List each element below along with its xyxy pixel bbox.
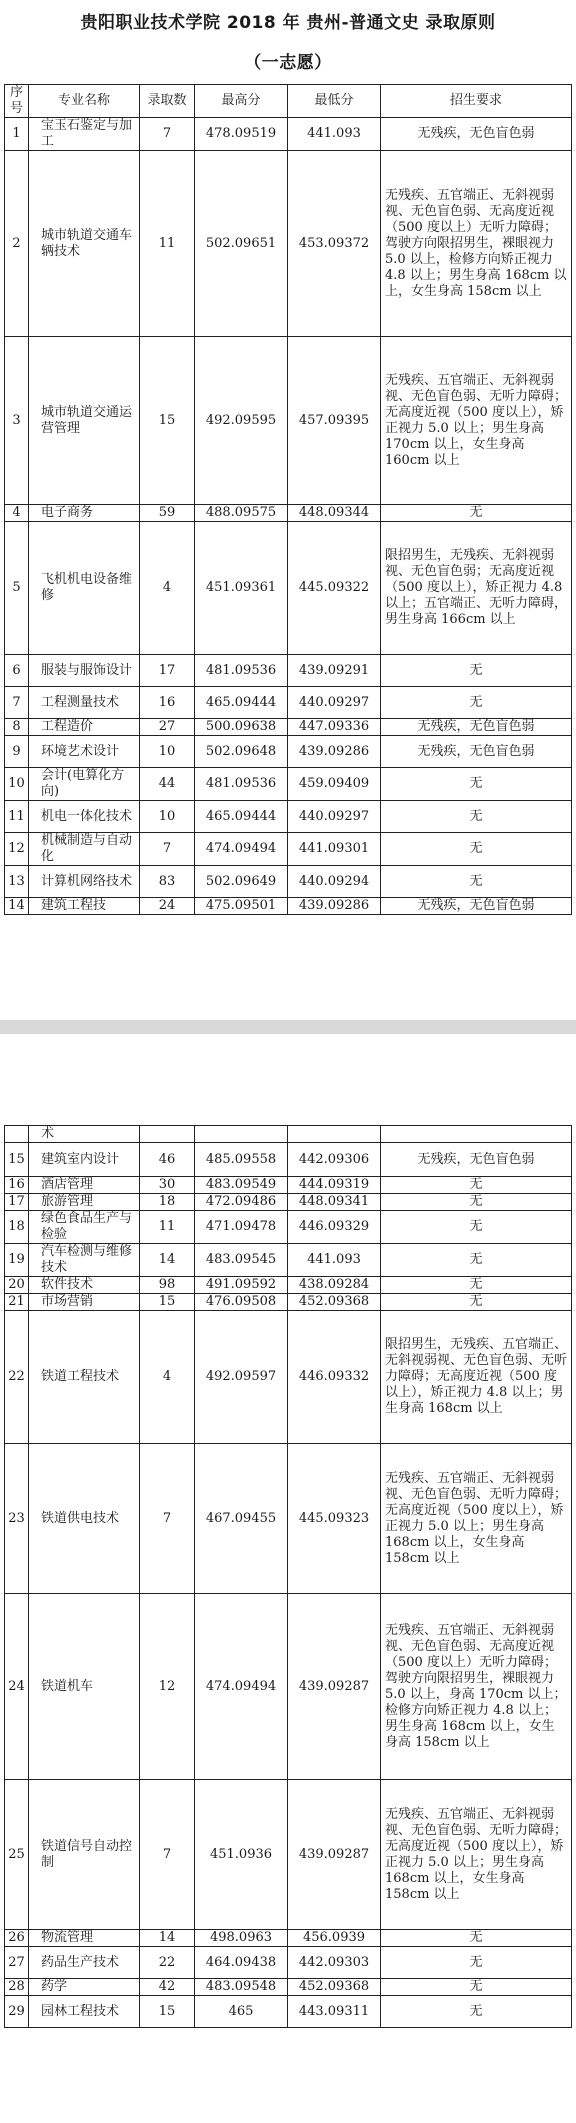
cell-major: 旅游管理 bbox=[29, 1194, 140, 1211]
cell-major: 汽车检测与维修技术 bbox=[29, 1244, 140, 1277]
cell-count: 24 bbox=[140, 898, 195, 915]
cell-min-score: 440.09297 bbox=[288, 801, 381, 833]
cell-max-score: 475.09501 bbox=[195, 898, 288, 915]
table-row-continuation bbox=[5, 1126, 572, 1143]
cell-major: 城市轨道交通车辆技术 bbox=[29, 151, 140, 337]
cell-major: 宝玉石鉴定与加工 bbox=[29, 118, 140, 151]
cell-requirements: 无残疾，无色盲色弱 bbox=[381, 719, 572, 736]
cell-min-score: 445.09322 bbox=[288, 522, 381, 655]
cell-major: 建筑室内设计 bbox=[29, 1143, 140, 1177]
cell-requirements: 无 bbox=[381, 655, 572, 687]
cell-count: 83 bbox=[140, 866, 195, 898]
cell-major: 铁道机车 bbox=[29, 1594, 140, 1780]
cell-max-score: 481.09536 bbox=[195, 768, 288, 801]
cell-requirements: 无 bbox=[381, 687, 572, 719]
cell-no: 23 bbox=[5, 1444, 29, 1594]
cell-requirements: 无 bbox=[381, 1277, 572, 1294]
cell-count: 15 bbox=[140, 337, 195, 505]
cell-count: 18 bbox=[140, 1194, 195, 1211]
cell-max-score: 502.09651 bbox=[195, 151, 288, 337]
cell-min-score: 442.09303 bbox=[288, 1947, 381, 1979]
cell-count: 4 bbox=[140, 1311, 195, 1444]
cell-max-score: 471.09478 bbox=[195, 1211, 288, 1244]
table-row bbox=[5, 736, 572, 768]
table-row bbox=[5, 1277, 572, 1294]
cell-min-score: 446.09329 bbox=[288, 1211, 381, 1244]
cell-requirements: 无 bbox=[381, 1947, 572, 1979]
cell-no: 6 bbox=[5, 655, 29, 687]
cell-no: 29 bbox=[5, 1996, 29, 2028]
cell-major: 酒店管理 bbox=[29, 1177, 140, 1194]
admission-table-page2 bbox=[4, 1125, 572, 2028]
cell-max-score: 465.09444 bbox=[195, 687, 288, 719]
cell-count: 7 bbox=[140, 118, 195, 151]
table-row bbox=[5, 833, 572, 866]
cell-max-score: 492.09597 bbox=[195, 1311, 288, 1444]
table-row bbox=[5, 1930, 572, 1947]
cell-no: 11 bbox=[5, 801, 29, 833]
cell-min-score: 439.09286 bbox=[288, 898, 381, 915]
table-row bbox=[5, 1143, 572, 1177]
cell-min-score: 439.09287 bbox=[288, 1780, 381, 1930]
cell-count: 11 bbox=[140, 151, 195, 337]
cell-count: 15 bbox=[140, 1294, 195, 1311]
cell-max-score: 472.09486 bbox=[195, 1194, 288, 1211]
page-gap bbox=[0, 1020, 576, 1034]
table-row bbox=[5, 118, 572, 151]
cell-max-score: 502.09649 bbox=[195, 866, 288, 898]
cell-no: 15 bbox=[5, 1143, 29, 1177]
cell-major: 会计(电算化方向) bbox=[29, 768, 140, 801]
cell-major: 软件技术 bbox=[29, 1277, 140, 1294]
cell-max-score: 483.09548 bbox=[195, 1979, 288, 1996]
cell-requirements: 无残疾，无色盲色弱 bbox=[381, 1143, 572, 1177]
cell-no: 1 bbox=[5, 118, 29, 151]
cell-major: 建筑工程技 bbox=[29, 898, 140, 915]
cell-count: 12 bbox=[140, 1594, 195, 1780]
cell-max-score: 467.09455 bbox=[195, 1444, 288, 1594]
cell-min-score: 443.09311 bbox=[288, 1996, 381, 2028]
table-row bbox=[5, 1780, 572, 1930]
cell-max-score: 500.09638 bbox=[195, 719, 288, 736]
cell-requirements: 无 bbox=[381, 833, 572, 866]
cell-max-score: 483.09549 bbox=[195, 1177, 288, 1194]
cell-major: 机械制造与自动化 bbox=[29, 833, 140, 866]
cell-requirements: 无 bbox=[381, 1244, 572, 1277]
cell-requirements: 无 bbox=[381, 1194, 572, 1211]
cell-major: 计算机网络技术 bbox=[29, 866, 140, 898]
cell-requirements: 无残疾、五官端正、无斜视弱视、无色盲色弱、无听力障碍；无高度近视（500 度以上），矫正视力 5.0 以上；男生身高 168cm 以上，女生身高 158cm 以上 bbox=[381, 1444, 572, 1594]
cell-min-score: 439.09287 bbox=[288, 1594, 381, 1780]
cell-requirements: 限招男生，无残疾、五官端正、无斜视弱视、无色盲色弱、无听力障碍；无高度近视（500 度以上），矫正视力 4.8 以上；男生身高 168cm 以上 bbox=[381, 1311, 572, 1444]
cell-major: 药品生产技术 bbox=[29, 1947, 140, 1979]
cell-min-score: 448.09344 bbox=[288, 505, 381, 522]
cell-count: 46 bbox=[140, 1143, 195, 1177]
cell-requirements: 无 bbox=[381, 1177, 572, 1194]
cell-count: 7 bbox=[140, 1780, 195, 1930]
cell-major: 服装与服饰设计 bbox=[29, 655, 140, 687]
cell-count: 11 bbox=[140, 1211, 195, 1244]
cell-min-score: 440.09297 bbox=[288, 687, 381, 719]
cell-major: 药学 bbox=[29, 1979, 140, 1996]
cell-count: 44 bbox=[140, 768, 195, 801]
cell-count: 22 bbox=[140, 1947, 195, 1979]
cell-max-score: 451.09361 bbox=[195, 522, 288, 655]
cell-no: 10 bbox=[5, 768, 29, 801]
cell-min-score: 441.093 bbox=[288, 118, 381, 151]
cell-max-score: 481.09536 bbox=[195, 655, 288, 687]
cell-count: 4 bbox=[140, 522, 195, 655]
table-row bbox=[5, 1947, 572, 1979]
cell-no: 16 bbox=[5, 1177, 29, 1194]
cell-min-score: 457.09395 bbox=[288, 337, 381, 505]
cell-max-score: 476.09508 bbox=[195, 1294, 288, 1311]
cell-no: 8 bbox=[5, 719, 29, 736]
cell-requirements: 无 bbox=[381, 1996, 572, 2028]
cell-requirements: 无 bbox=[381, 1211, 572, 1244]
table-row bbox=[5, 1194, 572, 1211]
cell-count: 98 bbox=[140, 1277, 195, 1294]
table-row bbox=[5, 1294, 572, 1311]
cell-requirements: 无 bbox=[381, 1294, 572, 1311]
cell-max-score: 464.09438 bbox=[195, 1947, 288, 1979]
cell-count: 16 bbox=[140, 687, 195, 719]
cell-requirements: 无 bbox=[381, 1930, 572, 1947]
cell-no bbox=[5, 1126, 29, 1143]
cell-major: 工程造价 bbox=[29, 719, 140, 736]
cell-max-score: 474.09494 bbox=[195, 833, 288, 866]
table-row bbox=[5, 522, 572, 655]
cell-count: 17 bbox=[140, 655, 195, 687]
table-row bbox=[5, 1594, 572, 1780]
cell-no: 19 bbox=[5, 1244, 29, 1277]
cell-max-score: 465 bbox=[195, 1996, 288, 2028]
cell-major: 园林工程技术 bbox=[29, 1996, 140, 2028]
cell-no: 2 bbox=[5, 151, 29, 337]
cell-major: 铁道信号自动控制 bbox=[29, 1780, 140, 1930]
cell-min-score: 439.09286 bbox=[288, 736, 381, 768]
table-row bbox=[5, 1444, 572, 1594]
table-row bbox=[5, 1244, 572, 1277]
table-row bbox=[5, 687, 572, 719]
cell-requirements: 无残疾、五官端正、无斜视弱视、无色盲色弱、无高度近视（500 度以上）无听力障碍；驾驶方向限招男生，裸眼视力 5.0 以上，检修方向矫正视力 4.8 以上；男生身高 168cm 以上，女生身高 158cm 以上 bbox=[381, 151, 572, 337]
table-row bbox=[5, 1996, 572, 2028]
cell-max-score: 492.09595 bbox=[195, 337, 288, 505]
cell-no: 21 bbox=[5, 1294, 29, 1311]
cell-min-score: 447.09336 bbox=[288, 719, 381, 736]
cell-min-score: 441.09301 bbox=[288, 833, 381, 866]
cell-min-score: 439.09291 bbox=[288, 655, 381, 687]
cell-max-score: 498.0963 bbox=[195, 1930, 288, 1947]
cell-requirements: 无 bbox=[381, 768, 572, 801]
cell-requirements: 无残疾、五官端正、无斜视弱视、无色盲色弱、无听力障碍；无高度近视（500 度以上），矫正视力 5.0 以上；男生身高 168cm 以上，女生身高 158cm 以上 bbox=[381, 1780, 572, 1930]
cell-major: 机电一体化技术 bbox=[29, 801, 140, 833]
table-row bbox=[5, 1979, 572, 1996]
cell-major: 城市轨道交通运营管理 bbox=[29, 337, 140, 505]
cell-requirements: 无 bbox=[381, 866, 572, 898]
cell-requirements: 无 bbox=[381, 505, 572, 522]
header-no: 序号 bbox=[5, 85, 29, 118]
cell-major: 飞机机电设备维修 bbox=[29, 522, 140, 655]
table-row bbox=[5, 866, 572, 898]
table-row bbox=[5, 719, 572, 736]
cell-no: 22 bbox=[5, 1311, 29, 1444]
cell-no: 14 bbox=[5, 898, 29, 915]
cell-no: 13 bbox=[5, 866, 29, 898]
cell-no: 9 bbox=[5, 736, 29, 768]
cell-requirements: 无 bbox=[381, 1979, 572, 1996]
cell-count: 42 bbox=[140, 1979, 195, 1996]
cell-major: 铁道供电技术 bbox=[29, 1444, 140, 1594]
cell-no: 27 bbox=[5, 1947, 29, 1979]
cell-count: 30 bbox=[140, 1177, 195, 1194]
cell-min-score: 442.09306 bbox=[288, 1143, 381, 1177]
cell-requirements: 无残疾，无色盲色弱 bbox=[381, 736, 572, 768]
cell-min-score: 441.093 bbox=[288, 1244, 381, 1277]
cell-requirements: 无残疾，无色盲色弱 bbox=[381, 118, 572, 151]
cell-max-score: 474.09494 bbox=[195, 1594, 288, 1780]
cell-count: 7 bbox=[140, 1444, 195, 1594]
cell-max-score: 485.09558 bbox=[195, 1143, 288, 1177]
cell-count: 15 bbox=[140, 1996, 195, 2028]
cell-no: 3 bbox=[5, 337, 29, 505]
table-row bbox=[5, 1177, 572, 1194]
header-count: 录取数 bbox=[140, 85, 195, 118]
cell-min-score: 446.09332 bbox=[288, 1311, 381, 1444]
cell-no: 26 bbox=[5, 1930, 29, 1947]
cell-min-score: 438.09284 bbox=[288, 1277, 381, 1294]
table-row bbox=[5, 151, 572, 337]
cell-no: 17 bbox=[5, 1194, 29, 1211]
cell-min-score: 456.0939 bbox=[288, 1930, 381, 1947]
cell-min-score: 452.09368 bbox=[288, 1294, 381, 1311]
cell-max-score: 491.09592 bbox=[195, 1277, 288, 1294]
cell-count: 7 bbox=[140, 833, 195, 866]
cell-no: 4 bbox=[5, 505, 29, 522]
cell-no: 7 bbox=[5, 687, 29, 719]
cell-max-score: 502.09648 bbox=[195, 736, 288, 768]
cell-min-score: 453.09372 bbox=[288, 151, 381, 337]
cell-min-score: 445.09323 bbox=[288, 1444, 381, 1594]
cell-min-score: 440.09294 bbox=[288, 866, 381, 898]
cell-min-score: 459.09409 bbox=[288, 768, 381, 801]
cell-major: 市场营销 bbox=[29, 1294, 140, 1311]
page-subtitle: （一志愿） bbox=[244, 53, 332, 73]
table-row bbox=[5, 768, 572, 801]
cell-no: 5 bbox=[5, 522, 29, 655]
cell-max-score: 451.0936 bbox=[195, 1780, 288, 1930]
table-row bbox=[5, 898, 572, 915]
cell-major: 绿色食品生产与检验 bbox=[29, 1211, 140, 1244]
cell-major: 铁道工程技术 bbox=[29, 1311, 140, 1444]
header-major: 专业名称 bbox=[29, 85, 140, 118]
cell-max-score: 488.09575 bbox=[195, 505, 288, 522]
cell-max-score: 478.09519 bbox=[195, 118, 288, 151]
cell-major: 术 bbox=[29, 1126, 140, 1143]
cell-requirements: 无残疾，无色盲色弱 bbox=[381, 898, 572, 915]
admission-table-page1 bbox=[4, 84, 572, 915]
cell-requirements: 无 bbox=[381, 801, 572, 833]
table-row bbox=[5, 1211, 572, 1244]
cell-requirements: 限招男生，无残疾、无斜视弱视、无色盲色弱；无高度近视（500 度以上），矫正视力 4.8 以上；五官端正、无听力障碍，男生身高 166cm 以上 bbox=[381, 522, 572, 655]
cell-count: 14 bbox=[140, 1244, 195, 1277]
cell-no: 24 bbox=[5, 1594, 29, 1780]
cell-min-score: 452.09368 bbox=[288, 1979, 381, 1996]
cell-no: 12 bbox=[5, 833, 29, 866]
cell-major: 工程测量技术 bbox=[29, 687, 140, 719]
cell-no: 18 bbox=[5, 1211, 29, 1244]
cell-count: 27 bbox=[140, 719, 195, 736]
cell-major: 电子商务 bbox=[29, 505, 140, 522]
cell-no: 28 bbox=[5, 1979, 29, 1996]
header-requirements: 招生要求 bbox=[381, 85, 572, 118]
table-row bbox=[5, 1311, 572, 1444]
cell-no: 25 bbox=[5, 1780, 29, 1930]
table-row bbox=[5, 505, 572, 522]
cell-count: 10 bbox=[140, 801, 195, 833]
cell-min-score: 444.09319 bbox=[288, 1177, 381, 1194]
table-row bbox=[5, 337, 572, 505]
cell-max-score: 483.09545 bbox=[195, 1244, 288, 1277]
cell-min-score: 448.09341 bbox=[288, 1194, 381, 1211]
table-row bbox=[5, 801, 572, 833]
cell-no: 20 bbox=[5, 1277, 29, 1294]
page-title: 贵阳职业技术学院 2018 年 贵州-普通文史 录取原则 bbox=[80, 13, 496, 33]
table-row bbox=[5, 655, 572, 687]
header-max-score: 最高分 bbox=[195, 85, 288, 118]
cell-major: 物流管理 bbox=[29, 1930, 140, 1947]
cell-requirements: 无残疾、五官端正、无斜视弱视、无色盲色弱、无听力障碍；无高度近视（500 度以上），矫正视力 5.0 以上；男生身高 170cm 以上，女生身高 160cm 以上 bbox=[381, 337, 572, 505]
cell-count: 14 bbox=[140, 1930, 195, 1947]
cell-requirements: 无残疾、五官端正、无斜视弱视、无色盲色弱、无高度近视（500 度以上）无听力障碍；驾驶方向限招男生，裸眼视力 5.0 以上，身高 170cm 以上；检修方向矫正视力 4.8 以上；男生身高 168cm 以上，女生身高 158cm 以上 bbox=[381, 1594, 572, 1780]
header-min-score: 最低分 bbox=[288, 85, 381, 118]
cell-count: 10 bbox=[140, 736, 195, 768]
cell-count: 59 bbox=[140, 505, 195, 522]
cell-max-score: 465.09444 bbox=[195, 801, 288, 833]
cell-major: 环境艺术设计 bbox=[29, 736, 140, 768]
